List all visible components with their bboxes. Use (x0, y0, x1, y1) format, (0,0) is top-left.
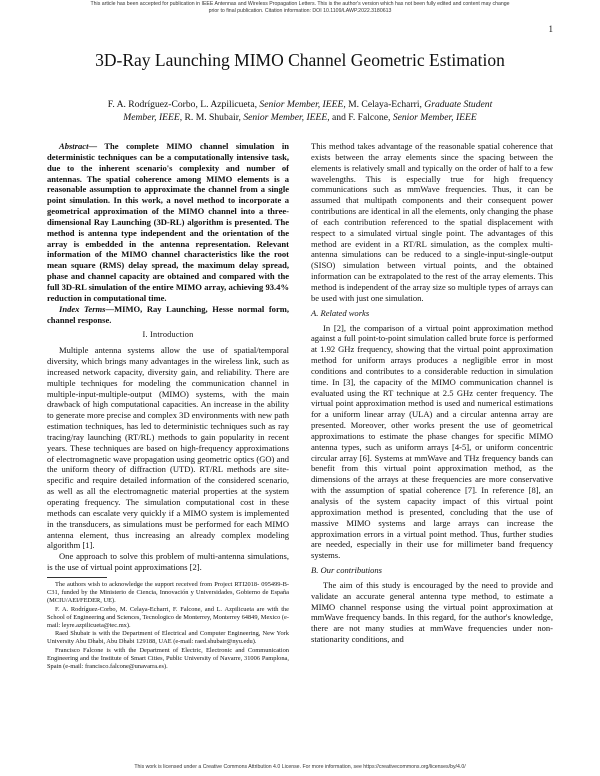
footnote: Raed Shubair is with the Department of Electrical and Computer Engineering, New York University Abu Dhabi, Abu Dhabi 129188, UAE (e-mail: raed.shubair@nyu.edu). (47, 630, 289, 646)
footnote: Francisco Falcone is with the Department of Electric, Electronic and Communication Engineering and the Institute of Smart Cities, Public University of Navarre, 31006 Pamplona, Spain (e-mail: francisco.falcone@unavarra.es). (47, 646, 289, 670)
right-column (311, 141, 553, 645)
footnote: The authors wish to acknowledge the support received from Project RTI2018- 095499-B-C31, funded by the Ministerio de Ciencia, Innovación y Universidades, Gobierno de España (MCIU/AEI/FEDER, UE). (47, 580, 289, 605)
footnotes (47, 581, 289, 671)
author-names: , R. M. Shubair, (179, 112, 244, 123)
intro-paragraph: One approach to solve this problem of multi-antenna simulations, is the use of virtual point approximations [2]. (47, 551, 289, 573)
abstract-label: Abstract (59, 141, 89, 151)
publication-notice: This article has been accepted for publication in IEEE Antennas and Wireless Propagation Letters. This is the author's version which has not been fully edited and content may change prior to final publication. Citation information: DOI 10.1109/LAWP.2022.3180613 (90, 1, 510, 14)
section-heading-introduction: I. Introduction (142, 330, 194, 340)
footnote: F. A. Rodríguez-Corbo, M. Celaya-Echarri, F. Falcone, and L. Azpilicueta are with the School of Engineering and Sciences, Tecnologico de Monterrey, Monterrey 64849, Mexico (e-mail: leyre.azpilicueta@tec.mx). (47, 605, 289, 629)
index-terms-text: —MIMO, Ray Launching, Hesse normal form, channel response. (47, 303, 290, 325)
subsection-heading-contributions: B. Our contributions (311, 565, 382, 576)
author-list (55, 98, 545, 124)
abstract (47, 141, 289, 304)
index-terms (47, 304, 289, 326)
author-role: Senior Member, IEEE (259, 99, 344, 110)
body-paragraph: In [2], the comparison of a virtual point approximation method against a full point-to-point simulation called brute force is performed at 1.92 GHz frequency, showing that the virtual point approximation method for uniform arrays produces a negligible error in most conditions and contributes to a considerable reduction in simulation time. In [3], the capacity of the MIMO communication channel is evaluated using the RT technique at 2.5 GHz center frequency. The virtual point approximation method is used and numerical estimations for a uniform linear array (ULA) and a circular antenna array are presented. Moreover, other works present the use of geometrical approximations to estimate the phase changes for specific MIMO antenna types, such as uniform arrays [4-5], or uniform concentric circular array [6]. Systems at mmWave and THz frequency bands can benefit from this virtual point approximation method, as the dimensions of the arrays at these frequencies are more conservative with the assumption of spatial coherence [7]. In reference [8], an analysis of the system capacity impact of this virtual point approximation method is presented, concluding that the use of massive MIMO systems and large arrays can increase the approximation errors in a virtual point method. Thus, further studies are needed, especially in their use for millimeter band frequency systems. (311, 322, 553, 561)
body-paragraph: This method takes advantage of the reasonable spatial coherence that exists between the array elements since the spacing between the elements is relatively small and typically on the order of half to a few wavelengths. This is especially true for high frequency communications such as mmWave frequencies. Thus, it can be assumed that multipath components and their consequent power contributions are identical in all the elements, only changing the phase of each contribution referenced to the spatial displacement with respect to a simulated virtual single point. The advantages of this method are evident in a RT/RL simulation, as the complex multi-antenna simulations can be reduced to a single-input-single-output (SISO) simulation between virtual points, and the obtained information can be extrapolated to the rest of the array elements. This method is independent of the array size so multiple types of arrays can be used with just one simulation. (311, 141, 553, 303)
author-role: Senior Member, IEEE (392, 112, 477, 123)
license-footer: This work is licensed under a Creative Commons Attribution 4.0 License. For more information, see https://creativecommons.org/licenses/by/4.0/ (134, 764, 466, 770)
author-role: Senior Member, IEEE (243, 112, 328, 123)
intro-paragraph: Multiple antenna systems allow the use of spatial/temporal diversity, which brings many advantages in the wireless link, such as increased network capacity, diversity gain, and reliability. There are multiple techniques for modeling the communication channel in multiple-input-multiple-output (MIMO) systems, with the main drawback of high computational capacities. An increase in the ability to generate more precise and complex 3D environments with new path estimation techniques, has led to deterministic techniques such as ray tracing/ray launching (RT/RL) methods to gain popularity in recent years. These techniques are based on high-frequency approximations of electromagnetic wave propagation using geometric optics (GO) and the uniform theory of diffraction (UTD). RT/RL methods are site-specific and require detailed information of the considered scenario, as well as all the electromagnetic material properties at the system operating frequency. The simulation computational cost in these methods can escalate very quickly if a MIMO system is implemented in the transducers, as simulations must be performed for each MIMO antenna element, thus increasing an already complex modeling algorithm [1]. (47, 345, 289, 551)
paper-title: 3D-Ray Launching MIMO Channel Geometric Estimation (95, 50, 505, 70)
page-number: 1 (548, 24, 553, 34)
left-column (47, 141, 289, 671)
footnote-divider (47, 577, 107, 578)
author-names: F. A. Rodríguez-Corbo, L. Azpilicueta, (107, 99, 260, 110)
body-paragraph: The aim of this study is encouraged by the need to provide and validate an accurate general antenna type method, to estimate a MIMO channel response using the virtual point approximation at mmWave frequency bands. In this regard, for the author's knowledge, there are not many studies at mmWave frequencies under non-stationarity conditions, and (311, 579, 553, 645)
subsection-heading-related-works: A. Related works (311, 307, 370, 318)
author-role: Member, IEEE (123, 112, 180, 123)
author-names: , and F. Falcone, (327, 112, 393, 123)
index-terms-label: Index Terms (59, 303, 106, 314)
author-names: , M. Celaya-Echarri, (343, 99, 425, 110)
author-role: Graduate Student (424, 99, 493, 110)
abstract-text: — The complete MIMO channel simulation in deterministic techniques can be a computationally intensive task, due to the inherent scenario's complexity and number of antennas. The spatial coherence among MIMO elements is a reasonable assumption to approximate the channel from a single point simulation. In this work, a novel method to incorporate a geometrical approximation of the MIMO channel into a three-dimensional Ray Launching (3D-RL) algorithm is presented. The method is antenna type independent and the orientation of the array is embedded in the antenna representation. Relevant information of the MIMO channel characteristics like the root mean square (RMS) delay spread, the maximum delay spread, phase and channel capacity are obtained and compared with the full 3D-RL simulation of the entire MIMO array, achieving 93.4% reduction in computational time. (47, 141, 289, 303)
